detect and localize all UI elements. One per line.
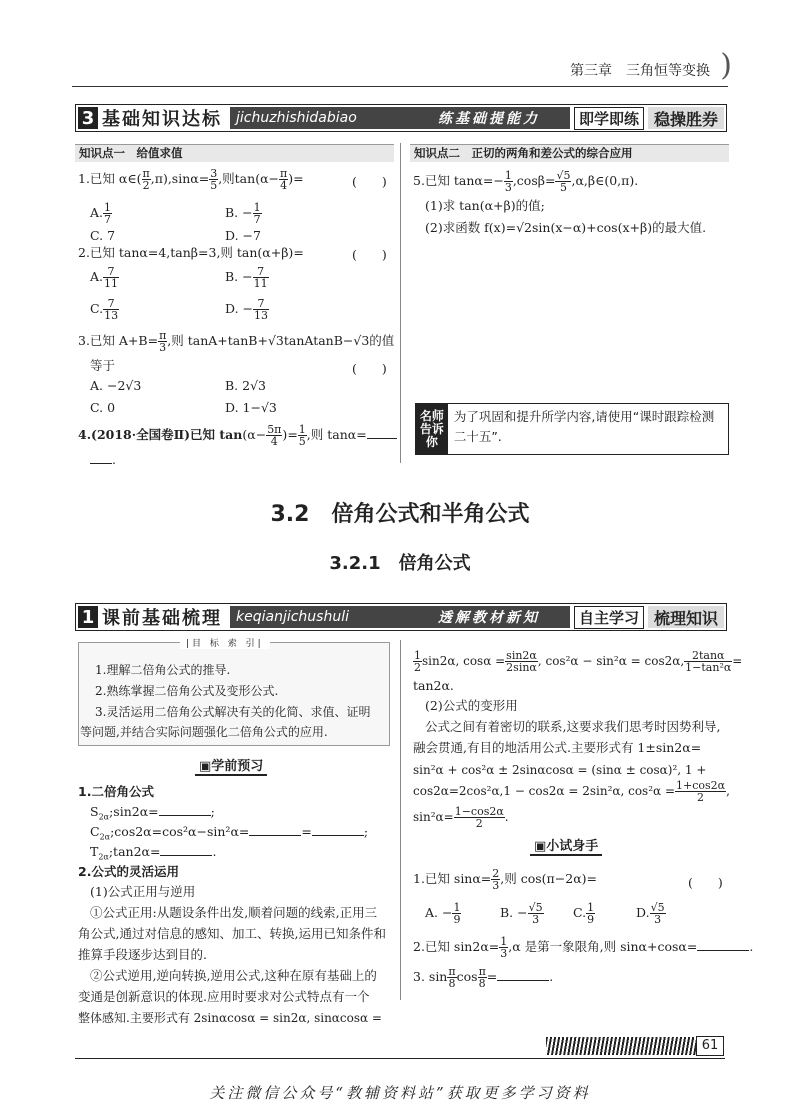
handwritten-note: 关注微信公众号“教辅资料站”获取更多学习资料: [209, 1084, 591, 1102]
den: 2sinα: [506, 661, 537, 674]
fraction: [266, 424, 282, 447]
alpha-minus: α−: [260, 171, 279, 186]
q1-option-d: D. −7: [225, 228, 261, 243]
q3-option-a: A. −2√3: [90, 378, 142, 393]
fraction: [675, 780, 726, 803]
banner-slogan: 练基础提能力: [437, 111, 540, 127]
flag-icon: ▣: [199, 759, 212, 774]
q1-option-c: C. 7: [90, 228, 116, 243]
chapter-title: 第三章 三角恒等变换: [570, 63, 710, 79]
fraction: [499, 936, 508, 959]
rc-line-2: tan2α.: [413, 678, 454, 693]
text: cos2α=2cos²α,1 − cos2α = 2sin²α, cos²α =: [413, 784, 675, 798]
fraction: [413, 650, 422, 673]
answer-blank: [312, 823, 364, 836]
banner-basic-knowledge: [75, 104, 727, 132]
preview-h2: 2.公式的灵活运用: [78, 864, 179, 879]
den: 3: [532, 913, 540, 926]
rc-line-4: 公式之间有着密切的联系,这要求我们思考时因势利导,: [425, 719, 721, 734]
fraction: [103, 202, 112, 225]
answer-blank: [160, 843, 212, 856]
text: , cos²α − sin²α = cos2α,: [537, 654, 685, 668]
preview-h1: 1.二倍角公式: [78, 784, 154, 799]
question-5: [413, 170, 638, 193]
trial-q1-option-b: [500, 902, 544, 925]
num: π: [478, 965, 486, 978]
text: ;cos2α=cos²α−sin²α=: [110, 824, 250, 839]
q2-option-a: [90, 266, 119, 289]
num: √5: [556, 169, 571, 182]
preview-p2: ①公式正用:从题设条件出发,顺着问题的线索,正用三: [90, 905, 378, 920]
column-divider-bottom: [400, 640, 401, 1000]
num: 2tanα: [684, 650, 732, 662]
fraction: [103, 266, 119, 289]
label: B. −: [225, 205, 253, 220]
pinyin-text: keqianjichushuli: [236, 609, 349, 625]
q1-answer-paren: ( ): [352, 174, 387, 189]
fraction: [142, 168, 151, 191]
banner-number: 1: [78, 606, 98, 628]
banner-preview: [75, 603, 727, 631]
q1-text-b: ,sinα=: [167, 171, 210, 186]
equals: =: [301, 824, 312, 839]
q3-text: 3.已知 A+B=: [78, 333, 159, 348]
q2-option-c: [90, 298, 119, 321]
banner-title: 基础知识达标: [102, 109, 222, 130]
q5-text: 5.已知 tanα=−: [413, 173, 504, 188]
rc-line-8: [413, 806, 509, 829]
num: π: [159, 329, 167, 342]
top-rule: [72, 86, 728, 87]
answer-blank: [367, 426, 397, 439]
period: .: [549, 969, 554, 984]
q2-answer-paren: ( ): [352, 247, 387, 262]
text: ,则 cos(π−2α)=: [500, 871, 597, 886]
label: D.: [636, 905, 650, 920]
preview-p6: 变通是创新意识的体现.应用时要求对公式特点有一个: [78, 989, 370, 1004]
num: 1−cos2α: [454, 805, 504, 818]
q4-text: 4.(2018·全国卷Ⅱ)已知 tan: [78, 427, 243, 442]
question-3: [78, 330, 394, 353]
q1-option-b: [225, 202, 262, 225]
answer-blank: [497, 968, 549, 981]
den: 11: [253, 277, 268, 290]
q3-option-c: C. 0: [90, 400, 116, 415]
den: 2: [414, 661, 421, 674]
answer-blank: [90, 451, 112, 464]
banner-tag-practice: 即学即练: [574, 107, 644, 130]
label: C.: [573, 905, 587, 920]
num: 1: [453, 901, 461, 914]
preview-p7: 整体感知.主要形式有 2sinαcosα = sin2α, sinαcosα =: [78, 1011, 382, 1025]
den: 9: [587, 913, 595, 926]
den: 3: [654, 913, 662, 926]
num: sin2α: [506, 649, 537, 662]
text: ;tan2α=: [108, 844, 161, 859]
den: 7: [253, 213, 261, 226]
num: 1: [414, 649, 421, 662]
period: .: [212, 844, 217, 859]
num: π: [280, 167, 288, 180]
q5-part-1: (1)求 tan(α+β)的值;: [425, 198, 545, 213]
page-number: 61: [696, 1036, 724, 1056]
chapter-bracket: ): [720, 48, 732, 83]
q2-option-d: [225, 298, 269, 321]
trial-q3: [413, 966, 553, 989]
q5-text-c: ,α,β∈(0,π).: [571, 173, 639, 188]
fraction: [298, 424, 307, 447]
goals-heading: |目 标 索 引|: [180, 636, 270, 649]
knowledge-point-2: 知识点二 正切的两角和差公式的综合应用: [410, 144, 729, 162]
banner-number: 3: [78, 107, 98, 129]
q1-option-a: [90, 202, 112, 225]
fraction: [454, 806, 505, 829]
fraction: [209, 168, 218, 191]
fraction: [650, 902, 666, 925]
den: 3: [500, 947, 508, 960]
num: 7: [253, 298, 269, 310]
text: =: [732, 654, 743, 668]
period: .: [749, 939, 754, 954]
c: C: [90, 824, 100, 839]
label: B. −: [500, 905, 528, 920]
num: 1: [504, 169, 512, 182]
text: .: [504, 810, 509, 824]
sub: 2α: [99, 832, 111, 842]
den: 11: [104, 277, 119, 290]
fraction: [158, 330, 167, 353]
label: B. −: [225, 269, 253, 284]
num: 3: [210, 167, 218, 180]
num: 1: [298, 423, 306, 436]
den: 5: [559, 181, 567, 194]
flag-icon: ▣: [534, 839, 547, 854]
rc-line-7: [413, 780, 730, 803]
preview-p4: 推算手段逐步达到目的.: [78, 947, 207, 962]
trial-q1-option-c: [573, 902, 595, 925]
alpha-minus: α−: [247, 427, 267, 442]
preview-heading: [195, 755, 267, 776]
banner-tag-review: 梳理知识: [648, 606, 724, 628]
banner-pinyin: [230, 606, 570, 628]
footer-hatch-bar: [546, 1037, 696, 1055]
trial-q1-option-a: [425, 902, 461, 925]
question-4: 4.(2018·全国卷Ⅱ)已知 tan(α− $\frac{5\pi}{4}$ )= $\frac{1}{5}$ ,则 tanα=: [78, 424, 397, 447]
label: A.: [90, 205, 104, 220]
text: ,: [726, 784, 730, 798]
fraction: [586, 902, 595, 925]
pi: π: [154, 171, 163, 186]
den: 3: [504, 181, 512, 194]
subsection-title: 3.2.1 倍角公式: [329, 553, 471, 574]
preview-heading-text: 学前预习: [211, 759, 264, 774]
den: 2: [142, 179, 150, 192]
den: 13: [104, 309, 119, 322]
fraction: [504, 170, 513, 193]
den: 4: [280, 179, 288, 192]
q2-option-b: [225, 266, 269, 289]
q3-line2: 等于: [90, 358, 116, 373]
banner-tag-self-study: 自主学习: [574, 606, 644, 629]
label: A.: [90, 269, 104, 284]
den: 3: [159, 341, 167, 354]
label: D. −: [225, 301, 253, 316]
q1-text-d: =: [293, 171, 304, 186]
den: 2: [697, 791, 705, 804]
sub: 2α: [98, 852, 109, 862]
semicolon: ;: [210, 804, 215, 819]
text: =: [486, 969, 498, 984]
fraction: [452, 902, 461, 925]
question-1: 1.已知 α∈( $\frac{\pi}{2}$ ,π),sinα= $\frac{3}{5}$ ,则tan(α− $\frac{\pi}{4}$ )=: [78, 167, 304, 192]
num: 2: [492, 867, 500, 880]
num: √5: [528, 901, 543, 914]
q3-text-b: ,则 tanA+tanB+√3tanAtanB−√3的值: [167, 333, 395, 348]
semicolon: ;: [363, 824, 369, 839]
q5-part-2: (2)求函数 f(x)=√2sin(x−α)+cos(x+β)的最大值.: [425, 220, 707, 235]
den: 8: [448, 977, 456, 990]
teacher-tip-text: 为了巩固和提升所学内容,请使用“课时跟踪检测二十五”.: [453, 409, 715, 444]
text: ;sin2α=: [109, 804, 159, 819]
fraction: [103, 298, 119, 321]
num: √5: [650, 901, 665, 914]
q4-line2: [90, 450, 116, 470]
section-title: 3.2 倍角公式和半角公式: [270, 502, 530, 527]
rc-line-3: (2)公式的变形用: [425, 698, 518, 713]
den: 3: [492, 879, 500, 892]
q3-option-b: B. 2√3: [225, 378, 267, 393]
q4-end: .: [112, 452, 116, 467]
text: sin2α, cosα =: [422, 654, 506, 668]
fraction: [505, 650, 538, 673]
banner-pinyin: [230, 107, 570, 129]
num: 7: [253, 266, 269, 278]
teacher-tip-box: [415, 403, 729, 455]
pinyin-text: jichuzhishidabiao: [236, 110, 357, 126]
preview-p5: ②公式逆用,逆向转换,逆用公式,这种在原有基础上的: [90, 968, 377, 983]
q1-text-c: ,则tan: [218, 171, 256, 186]
label: C.: [90, 301, 104, 316]
num: 7: [103, 298, 119, 310]
sub: 2α: [98, 812, 110, 822]
label: A. −: [425, 905, 453, 920]
q4-eq: =: [287, 427, 298, 442]
fraction: [528, 902, 544, 925]
fraction: [555, 170, 571, 193]
den: 9: [453, 913, 461, 926]
answer-blank: [159, 803, 211, 816]
s: S: [90, 804, 99, 819]
trial-heading-text: 小试身手: [546, 839, 599, 854]
trial-q1-option-d: [636, 902, 666, 925]
knowledge-point-1: 知识点一 给值求值: [75, 144, 394, 162]
q3-option-d: D. 1−√3: [225, 400, 277, 415]
num: 7: [103, 266, 119, 278]
goal-2: 2.熟练掌握二倍角公式及变形公式.: [95, 684, 279, 698]
rc-line-6: sin²α + cos²α ± 2sinαcosα = (sinα ± cosα)², 1 +: [413, 763, 707, 777]
rc-line-1: [413, 650, 742, 673]
trial-q1: [413, 868, 597, 891]
q3-answer-paren: ( ): [352, 361, 387, 376]
fraction: [253, 202, 262, 225]
question-2: 2.已知 tanα=4,tanβ=3,则 tan(α+β)=: [78, 245, 304, 260]
goal-3: 3.灵活运用二倍角公式解决有关的化简、求值、证明: [95, 705, 371, 719]
fraction: [279, 168, 288, 191]
preview-p3: 角公式,通过对信息的感知、加工、转换,运用已知条件和: [78, 926, 386, 941]
trial-q2: [413, 936, 753, 959]
fraction: [684, 650, 732, 673]
trial-q1-paren: ( ): [688, 875, 723, 890]
den: 1−tan²α: [685, 661, 732, 674]
fraction: [478, 966, 487, 989]
banner-title: 课前基础梳理: [102, 608, 222, 629]
teacher-icon: 名师告诉你: [416, 404, 448, 454]
banner-slogan: 透解教材新知: [437, 610, 540, 626]
den: 13: [254, 309, 268, 322]
num: 1+cos2α: [676, 779, 726, 792]
goal-4: 等问题,并结合实际问题强化二倍角公式的应用.: [80, 725, 328, 739]
answer-blank: [697, 938, 749, 951]
fraction: [253, 266, 269, 289]
answer-blank: [249, 823, 301, 836]
text: cos: [456, 969, 478, 984]
bottom-rule: [75, 1058, 725, 1059]
fraction: [253, 298, 269, 321]
q4-text-c: ,则 tanα=: [306, 427, 367, 442]
num: 5π: [267, 423, 282, 436]
num: 1: [587, 901, 595, 914]
rc-line-5: 融会贯通,有目的地活用公式.主要形式有 1±sin2α=: [413, 740, 702, 755]
den: 5: [298, 435, 306, 448]
den: 7: [104, 213, 112, 226]
q1-text: 1.已知 α∈: [78, 171, 137, 186]
goal-1: 1.理解二倍角公式的推导.: [95, 663, 231, 677]
t: T: [90, 844, 99, 859]
den: 8: [478, 977, 486, 990]
num: 1: [253, 201, 261, 214]
num: 1: [104, 201, 112, 214]
trial-heading: [530, 835, 602, 856]
text: 1.已知 sinα=: [413, 871, 492, 886]
den: 4: [270, 435, 278, 448]
column-divider-top: [400, 143, 401, 463]
fraction: [447, 966, 456, 989]
text: 3. sin: [413, 969, 448, 984]
text: 2.已知 sin2α=: [413, 939, 500, 954]
q5-text-b: ,cosβ=: [512, 173, 556, 188]
text: sin²α=: [413, 810, 454, 824]
den: 5: [210, 179, 218, 192]
num: π: [448, 965, 456, 978]
preview-p1: (1)公式正用与逆用: [90, 884, 196, 899]
num: 1: [500, 935, 508, 948]
text: ,α 是第一象限角,则 sinα+cosα=: [508, 939, 698, 954]
num: π: [142, 167, 150, 180]
den: 2: [475, 817, 483, 830]
banner-tag-secure: 稳操胜券: [648, 107, 724, 129]
fraction: [491, 868, 500, 891]
